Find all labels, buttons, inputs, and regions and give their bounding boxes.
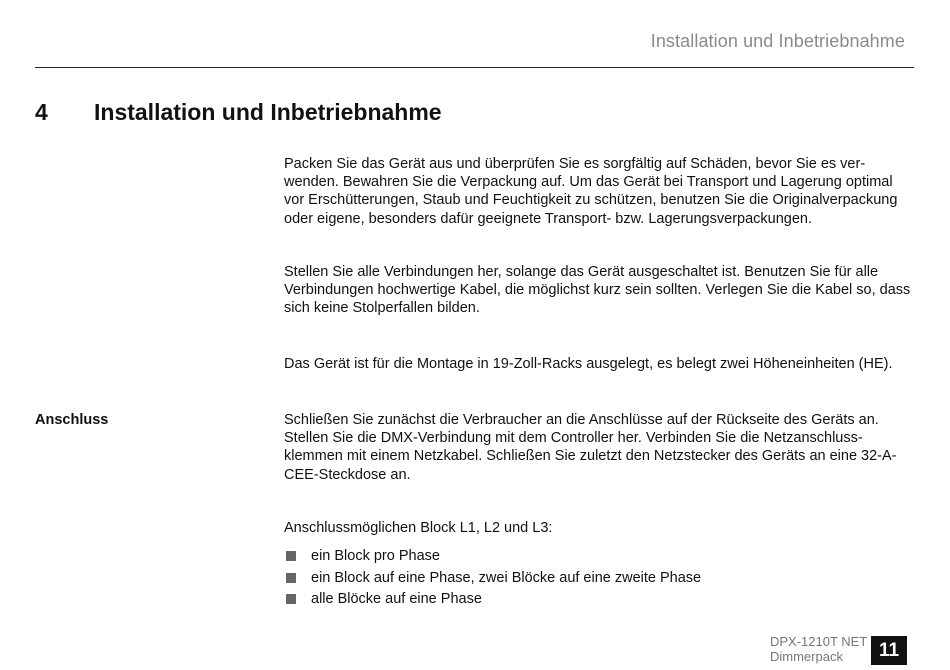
- square-bullet-icon: [286, 551, 296, 561]
- header-divider: [35, 67, 914, 68]
- running-header: Installation und Inbetriebnahme: [650, 31, 905, 51]
- side-label-anschluss: Anschluss: [35, 412, 109, 428]
- list-item-text: alle Blöcke auf eine Phase: [311, 591, 482, 608]
- list-item: [284, 569, 914, 591]
- square-bullet-icon: [286, 594, 296, 604]
- paragraph-connections: Stellen Sie alle Verbindungen her, solange das Gerät ausgeschaltet ist. Benutzen Sie für alle Verbindungen hochwertige Kabel, die möglichst kurz sein sollten. Verlegen Sie die Kabel so, dass sich keine Stolperfallen bilden.: [284, 264, 911, 317]
- footer-product-info: [770, 634, 867, 664]
- list-item-text: ein Block auf eine Phase, zwei Blöcke auf eine zweite Phase: [311, 569, 702, 586]
- list-item: [284, 547, 914, 569]
- section-title: Installation und Inbetriebnahme: [94, 99, 442, 125]
- footer-product-type: Dimmerpack: [770, 649, 843, 664]
- page-number: 11: [871, 636, 907, 665]
- footer-product-model: DPX-1210T NET: [770, 634, 868, 649]
- section-number: 4: [35, 99, 48, 125]
- bullet-list: [284, 547, 914, 612]
- paragraph-block-options-intro: Anschlussmöglichen Block L1, L2 und L3:: [284, 520, 553, 536]
- list-item: [284, 590, 914, 612]
- paragraph-connection-steps: Schließen Sie zunächst die Verbraucher an die Anschlüsse auf der Rückseite des Geräts an. Stellen Sie die DMX-Verbindung mit dem Controller her. Verbinden Sie die Netzanschlussklemmen mit einem Netzkabel. Schließen Sie zuletzt den Netzstecker des Geräts an eine 32-A-CEE-Steckdose an.: [284, 412, 897, 483]
- paragraph-unpacking: Packen Sie das Gerät aus und überprüfen Sie es sorgfältig auf Schäden, bevor Sie es verwenden. Bewahren Sie die Verpackung auf. Um das Gerät bei Transport und Lagerung optimal vor Erschütterungen, Staub und Feuchtigkeit zu schützen, benutzen Sie die Originalverpackung oder eigene, besonders dafür geeignete Transport- bzw. Lagerungsverpackungen.: [284, 156, 898, 227]
- paragraph-rack-mounting: Das Gerät ist für die Montage in 19-Zoll-Racks ausgelegt, es belegt zwei Höheneinheiten (HE).: [284, 356, 893, 372]
- list-item-text: ein Block pro Phase: [311, 548, 440, 564]
- square-bullet-icon: [286, 573, 296, 583]
